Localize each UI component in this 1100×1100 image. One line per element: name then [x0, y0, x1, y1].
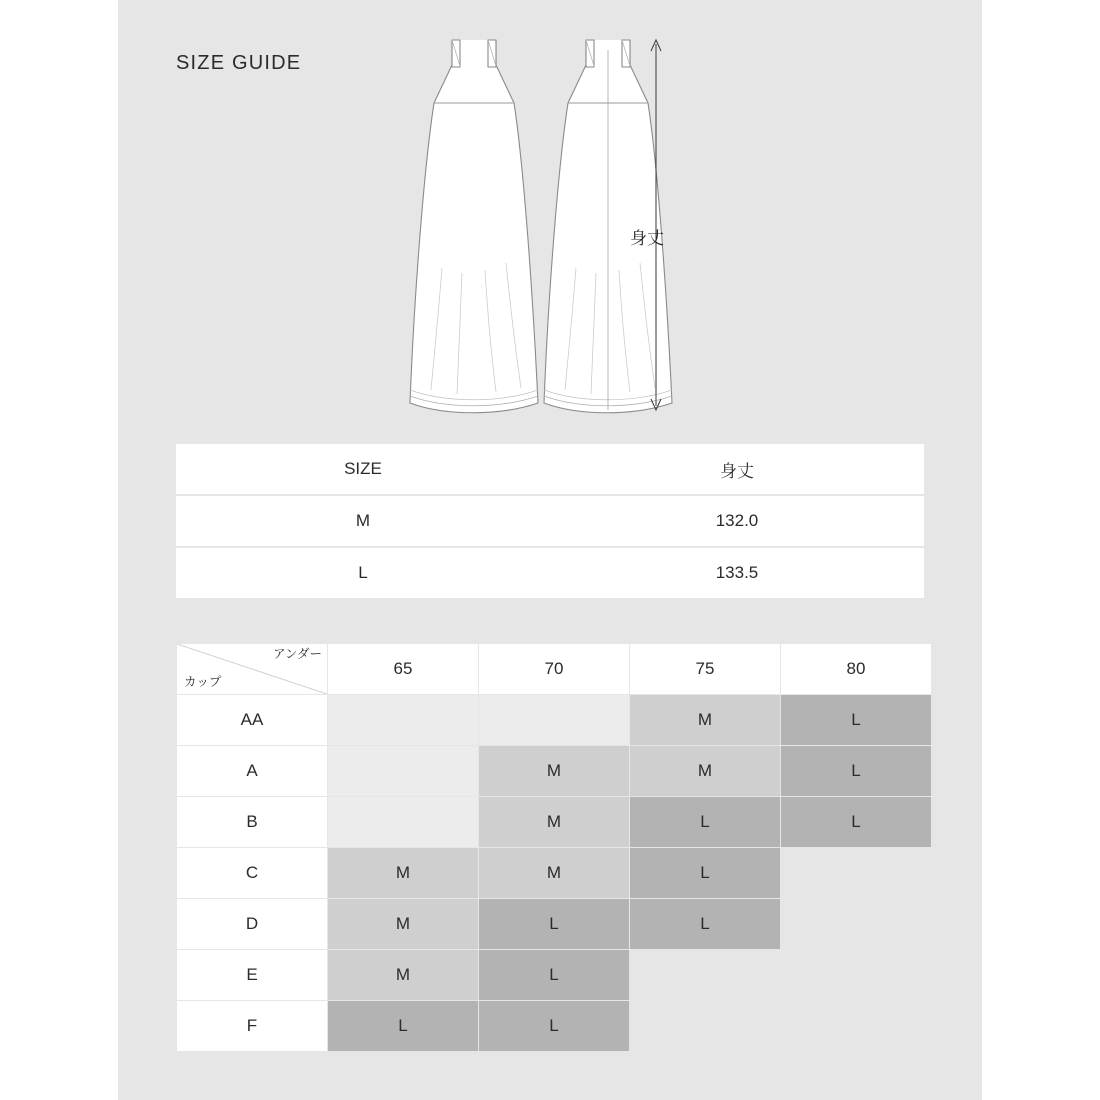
- matrix-cell: [328, 797, 479, 848]
- matrix-cell: [479, 695, 630, 746]
- matrix-cell: M: [328, 950, 479, 1001]
- matrix-row-header: E: [177, 950, 328, 1001]
- size-value: M: [176, 496, 550, 546]
- matrix-row: [177, 950, 932, 1001]
- matrix-cell: L: [630, 899, 781, 950]
- length-value: 132.0: [550, 496, 924, 546]
- matrix-cell: [328, 695, 479, 746]
- length-value: 133.5: [550, 548, 924, 598]
- matrix-cell: L: [630, 797, 781, 848]
- right-margin-band: [982, 0, 1100, 1100]
- size-length-table: [176, 444, 924, 598]
- cup-axis-label: カップ: [184, 675, 222, 689]
- matrix-corner-cell: [177, 644, 328, 695]
- matrix-cell: M: [479, 797, 630, 848]
- header-length: 身丈: [550, 444, 924, 494]
- matrix-header-row: [177, 644, 932, 695]
- matrix-row: [177, 848, 932, 899]
- matrix-cell: [781, 848, 932, 899]
- matrix-row: [177, 746, 932, 797]
- header-size: SIZE: [176, 444, 550, 494]
- matrix-cell: [328, 746, 479, 797]
- matrix-cell: L: [781, 695, 932, 746]
- matrix-cell: [781, 950, 932, 1001]
- cup-under-matrix: [176, 643, 932, 1052]
- matrix-cell: L: [781, 746, 932, 797]
- size-value: L: [176, 548, 550, 598]
- matrix-row: [177, 899, 932, 950]
- matrix-cell: L: [479, 1001, 630, 1052]
- matrix-cell: L: [781, 797, 932, 848]
- matrix-row: [177, 1001, 932, 1052]
- table-row: [176, 496, 924, 546]
- matrix-row-header: A: [177, 746, 328, 797]
- matrix-row-header: F: [177, 1001, 328, 1052]
- matrix-cell: M: [479, 746, 630, 797]
- matrix-row-header: B: [177, 797, 328, 848]
- table-header-row: [176, 444, 924, 494]
- left-margin-band: [0, 0, 118, 1100]
- under-axis-label: アンダー: [272, 647, 322, 661]
- matrix-cell: M: [630, 746, 781, 797]
- table-row: [176, 548, 924, 598]
- matrix-col-header: 70: [479, 644, 630, 695]
- matrix-row-header: D: [177, 899, 328, 950]
- matrix-row-header: C: [177, 848, 328, 899]
- matrix-cell: [781, 1001, 932, 1052]
- matrix-cell: L: [479, 950, 630, 1001]
- length-measure-label: 身丈: [630, 229, 664, 248]
- matrix-cell: M: [328, 848, 479, 899]
- matrix-cell: L: [630, 848, 781, 899]
- matrix-cell: [630, 1001, 781, 1052]
- matrix-cell: M: [328, 899, 479, 950]
- matrix-cell: M: [630, 695, 781, 746]
- matrix-row: [177, 695, 932, 746]
- garment-illustration: [390, 18, 710, 428]
- matrix-cell: L: [328, 1001, 479, 1052]
- matrix-col-header: 80: [781, 644, 932, 695]
- matrix-cell: [781, 899, 932, 950]
- matrix-cell: L: [479, 899, 630, 950]
- matrix-cell: M: [479, 848, 630, 899]
- matrix-col-header: 75: [630, 644, 781, 695]
- matrix-row: [177, 797, 932, 848]
- matrix-col-header: 65: [328, 644, 479, 695]
- matrix-row-header: AA: [177, 695, 328, 746]
- page-title: SIZE GUIDE: [176, 52, 302, 74]
- matrix-cell: [630, 950, 781, 1001]
